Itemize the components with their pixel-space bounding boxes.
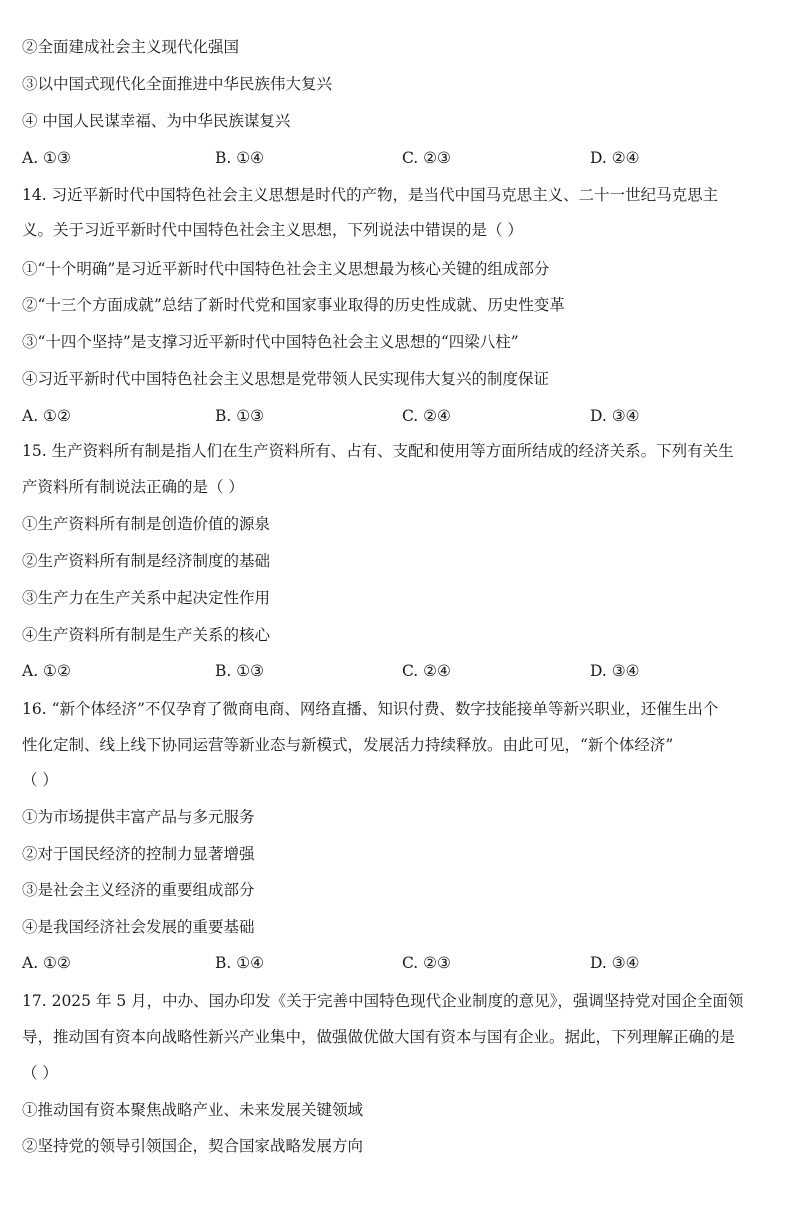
q14-stem-line-2: 义。关于习近平新时代中国特色社会主义思想，下列说法中错误的是（ ） xyxy=(22,221,523,239)
q17-stem-line-1: 17. 2025 年 5 月，中办、国办印发《关于完善中国特色现代企业制度的意见》，强调坚持党对国企全面领 xyxy=(22,992,744,1010)
q14-item-4: ④习近平新时代中国特色社会主义思想是党带领人民实现伟大复兴的制度保证 xyxy=(22,370,550,388)
q15-option-a[interactable]: A. ①② xyxy=(22,662,71,680)
q17-stem-line-2: 导，推动国有资本向战略性新兴产业集中，做强做优做大国有资本与国有企业。据此，下列理解正确的是 xyxy=(22,1028,736,1046)
q14-option-b[interactable]: B. ①③ xyxy=(215,407,265,425)
q15-item-2: ②生产资料所有制是经济制度的基础 xyxy=(22,552,271,570)
q16-item-3: ③是社会主义经济的重要组成部分 xyxy=(22,881,255,899)
q16-item-1: ①为市场提供丰富产品与多元服务 xyxy=(22,808,255,826)
q13-item-3: ③以中国式现代化全面推进中华民族伟大复兴 xyxy=(22,75,333,93)
q15-option-d[interactable]: D. ③④ xyxy=(590,662,640,680)
q15-options xyxy=(22,664,782,682)
q16-options xyxy=(22,956,782,974)
q16-option-c[interactable]: C. ②③ xyxy=(402,954,451,972)
q14-item-1: ①“十个明确”是习近平新时代中国特色社会主义思想最为核心关键的组成部分 xyxy=(22,260,550,278)
q13-option-c[interactable]: C. ②③ xyxy=(402,149,451,167)
q17-item-1: ①推动国有资本聚焦战略产业、未来发展关键领域 xyxy=(22,1101,364,1119)
q16-item-2: ②对于国民经济的控制力显著增强 xyxy=(22,845,255,863)
q16-item-4: ④是我国经济社会发展的重要基础 xyxy=(22,918,255,936)
q17-stem-line-3: （ ） xyxy=(22,1064,58,1082)
q15-item-3: ③生产力在生产关系中起决定性作用 xyxy=(22,589,271,607)
q15-stem-line-2: 产资料所有制说法正确的是（ ） xyxy=(22,478,244,496)
q14-options xyxy=(22,409,782,427)
q14-option-d[interactable]: D. ③④ xyxy=(590,407,640,425)
q17-item-2: ②坚持党的领导引领国企，契合国家战略发展方向 xyxy=(22,1137,364,1155)
q15-option-c[interactable]: C. ②④ xyxy=(402,662,451,680)
q16-option-d[interactable]: D. ③④ xyxy=(590,954,640,972)
q16-stem-line-3: （ ） xyxy=(22,771,58,789)
q14-item-2: ②“十三个方面成就”总结了新时代党和国家事业取得的历史性成就、历史性变革 xyxy=(22,296,565,314)
q13-option-d[interactable]: D. ②④ xyxy=(590,149,640,167)
q14-option-c[interactable]: C. ②④ xyxy=(402,407,451,425)
q13-option-b[interactable]: B. ①④ xyxy=(215,149,265,167)
q13-item-2: ②全面建成社会主义现代化强国 xyxy=(22,38,240,56)
q15-option-b[interactable]: B. ①③ xyxy=(215,662,265,680)
q13-option-a[interactable]: A. ①③ xyxy=(22,149,71,167)
q15-stem-line-1: 15. 生产资料所有制是指人们在生产资料所有、占有、支配和使用等方面所结成的经济关系。下列有关生 xyxy=(22,442,734,460)
q15-item-1: ①生产资料所有制是创造价值的源泉 xyxy=(22,515,271,533)
q16-option-a[interactable]: A. ①② xyxy=(22,954,71,972)
q16-stem-line-1: 16. “新个体经济”不仅孕育了微商电商、网络直播、知识付费、数字技能接单等新兴职业，还催生出个 xyxy=(22,700,719,718)
q16-option-b[interactable]: B. ①④ xyxy=(215,954,265,972)
q14-option-a[interactable]: A. ①② xyxy=(22,407,71,425)
q14-item-3: ③“十四个坚持”是支撑习近平新时代中国特色社会主义思想的“四梁八柱” xyxy=(22,333,519,351)
q13-item-4: ④ 中国人民谋幸福、为中华民族谋复兴 xyxy=(22,112,291,130)
q16-stem-line-2: 性化定制、线上线下协同运营等新业态与新模式，发展活力持续释放。由此可见，“新个体经济” xyxy=(22,736,674,754)
q14-stem-line-1: 14. 习近平新时代中国特色社会主义思想是时代的产物，是当代中国马克思主义、二十一世纪马克思主 xyxy=(22,186,719,204)
q13-options xyxy=(22,151,782,169)
q15-item-4: ④生产资料所有制是生产关系的核心 xyxy=(22,626,271,644)
